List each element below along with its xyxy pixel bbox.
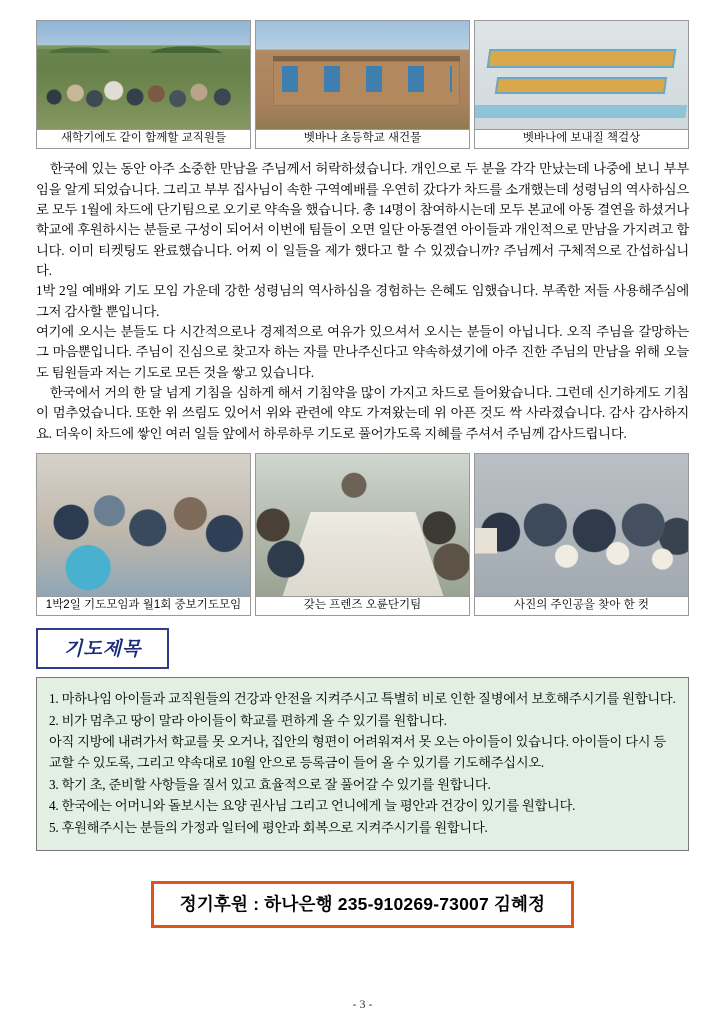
- prayer-request-item: 5. 후원해주시는 분들의 가정과 일터에 평안과 회복으로 지켜주시기를 원합니다.: [49, 819, 488, 835]
- prayer-request-item: 1. 마하나임 아이들과 교직원들의 건강과 안전을 지켜주시고 특별히 비로 인한 질병에서 보호해주시기를 원합니다.: [49, 691, 676, 707]
- sponsor-banner-wrap: [36, 881, 689, 928]
- photo-caption: 1박2일 기도모임과 월1회 중보기도모임: [37, 596, 250, 615]
- section-heading-box: [36, 628, 169, 669]
- prayer-meeting-photo-icon: [37, 454, 250, 596]
- page-number: - 3 -: [352, 997, 373, 1011]
- photo-strip-bottom: [36, 453, 689, 616]
- body-paragraph: 한국에서 거의 한 달 넘게 기침을 심하게 해서 기침약을 많이 가지고 차드로 들어왔습니다. 그런데 신기하게도 기침이 멈추었습니다. 또한 위 쓰림도 있어서 위와 관련에 약도 가져왔는데 위 아픈 것도 싹 사라졌습니다. 감사 감사하지요. 더욱이 차드에 쌓인 여러 일들 앞에서 하루하루 기도로 풀어가도록 지혜를 주셔서 주님께 감사드립니다.: [36, 385, 689, 441]
- body-paragraph: 1박 2일 예배와 기도 모임 가운데 강한 성령님의 역사하심을 경험하는 은혜도 임했습니다. 부족한 저들 사용해주심에 그저 감사할 뿐입니다.: [36, 283, 689, 319]
- photo-cell: [474, 453, 689, 616]
- prayer-request-item: 2. 비가 멈추고 땅이 말라 아이들이 학교를 편하게 올 수 있기를 원합니다.: [49, 712, 447, 728]
- school-building-photo-icon: [256, 21, 469, 129]
- photo-caption: 벳바나 초등학교 새건물: [256, 129, 469, 148]
- photo-cell: [255, 20, 470, 149]
- photo-caption: 갖는 프렌즈 오륜단기팀: [256, 596, 469, 615]
- children-photo-icon: [475, 454, 688, 596]
- photo-caption: 사진의 주인공을 찾아 한 컷: [475, 596, 688, 615]
- sponsor-text: 정기후원 : 하나은행 235-910269-73007 김혜정: [179, 893, 546, 914]
- photo-cell: [36, 453, 251, 616]
- prayer-request-item: 4. 한국에는 어머니와 돌보시는 요양 권사님 그리고 언니에게 늘 평안과 건강이 있기를 원합니다.: [49, 798, 576, 814]
- body-text: [36, 159, 689, 444]
- desk-bench-photo-icon: [475, 21, 688, 129]
- spacer: [36, 444, 689, 453]
- section-heading-wrap: [36, 628, 689, 669]
- photo-cell: [255, 453, 470, 616]
- section-heading-text: 기도제목: [64, 639, 142, 661]
- prayer-request-item: 3. 학기 초, 준비할 사항들을 질서 있고 효율적으로 잘 풀어갈 수 있기를 원합니다.: [49, 776, 491, 792]
- photo-caption: 벳바나에 보내질 책걸상: [475, 129, 688, 148]
- fellowship-meal-photo-icon: [256, 454, 469, 596]
- photo-strip-top: [36, 20, 689, 149]
- photo-cell: [36, 20, 251, 149]
- prayer-request-box: [36, 677, 689, 851]
- photo-cell: [474, 20, 689, 149]
- body-paragraph: 한국에 있는 동안 아주 소중한 만남을 주님께서 허락하셨습니다. 개인으로 두 분을 각각 만났는데 나중에 보니 부부임을 알게 되었습니다. 그리고 부부 집사님이 속한 구역예배를 우연히 갔다가 차드를 소개했는데 성령님의 역사하심으로 모두 1월에 차드에 단기팀으로 오기로 약속을 했습니다. 총 14명이 참여하시는데 모두 본교에 아동 결연을 하셨거나 학교에 후원하시는 분들로 구성이 되어서 이번에 팀들이 오면 일단 아동결연 아이들과 개인적으로 만남을 가지려고 합니다. 이미 티켓팅도 완료했습니다. 어찌 이 일들을 제가 했다고 할 수 있겠습니까? 주님께서 구체적으로 간섭하십니다.: [36, 161, 690, 278]
- prayer-request-subnote: 아직 지방에 내려가서 학교를 못 오거나, 집안의 형편이 어려워져서 못 오는 아이들이 있습니다. 아이들이 다시 등교할 수 있도록, 그리고 약속대로 10월 안으로 등록금이 들어 올 수 있기를 기도해주십시오.: [49, 734, 666, 771]
- body-paragraph: 여기에 오시는 분들도 다 시간적으로나 경제적으로 여유가 있으셔서 오시는 분들이 아닙니다. 오직 주님을 갈망하는 그 마음뿐입니다. 주님이 진심으로 찾고자 하는 자를 만나주신다고 약속하셨기에 아주 진한 주님의 만남을 위해 오늘도 팀원들과 저는 기도로 모든 것을 쌓고 있습니다.: [36, 323, 689, 380]
- group-photo-icon: [37, 21, 250, 129]
- sponsor-banner: [151, 881, 575, 928]
- photo-caption: 새학기에도 같이 함께할 교직원들: [37, 129, 250, 148]
